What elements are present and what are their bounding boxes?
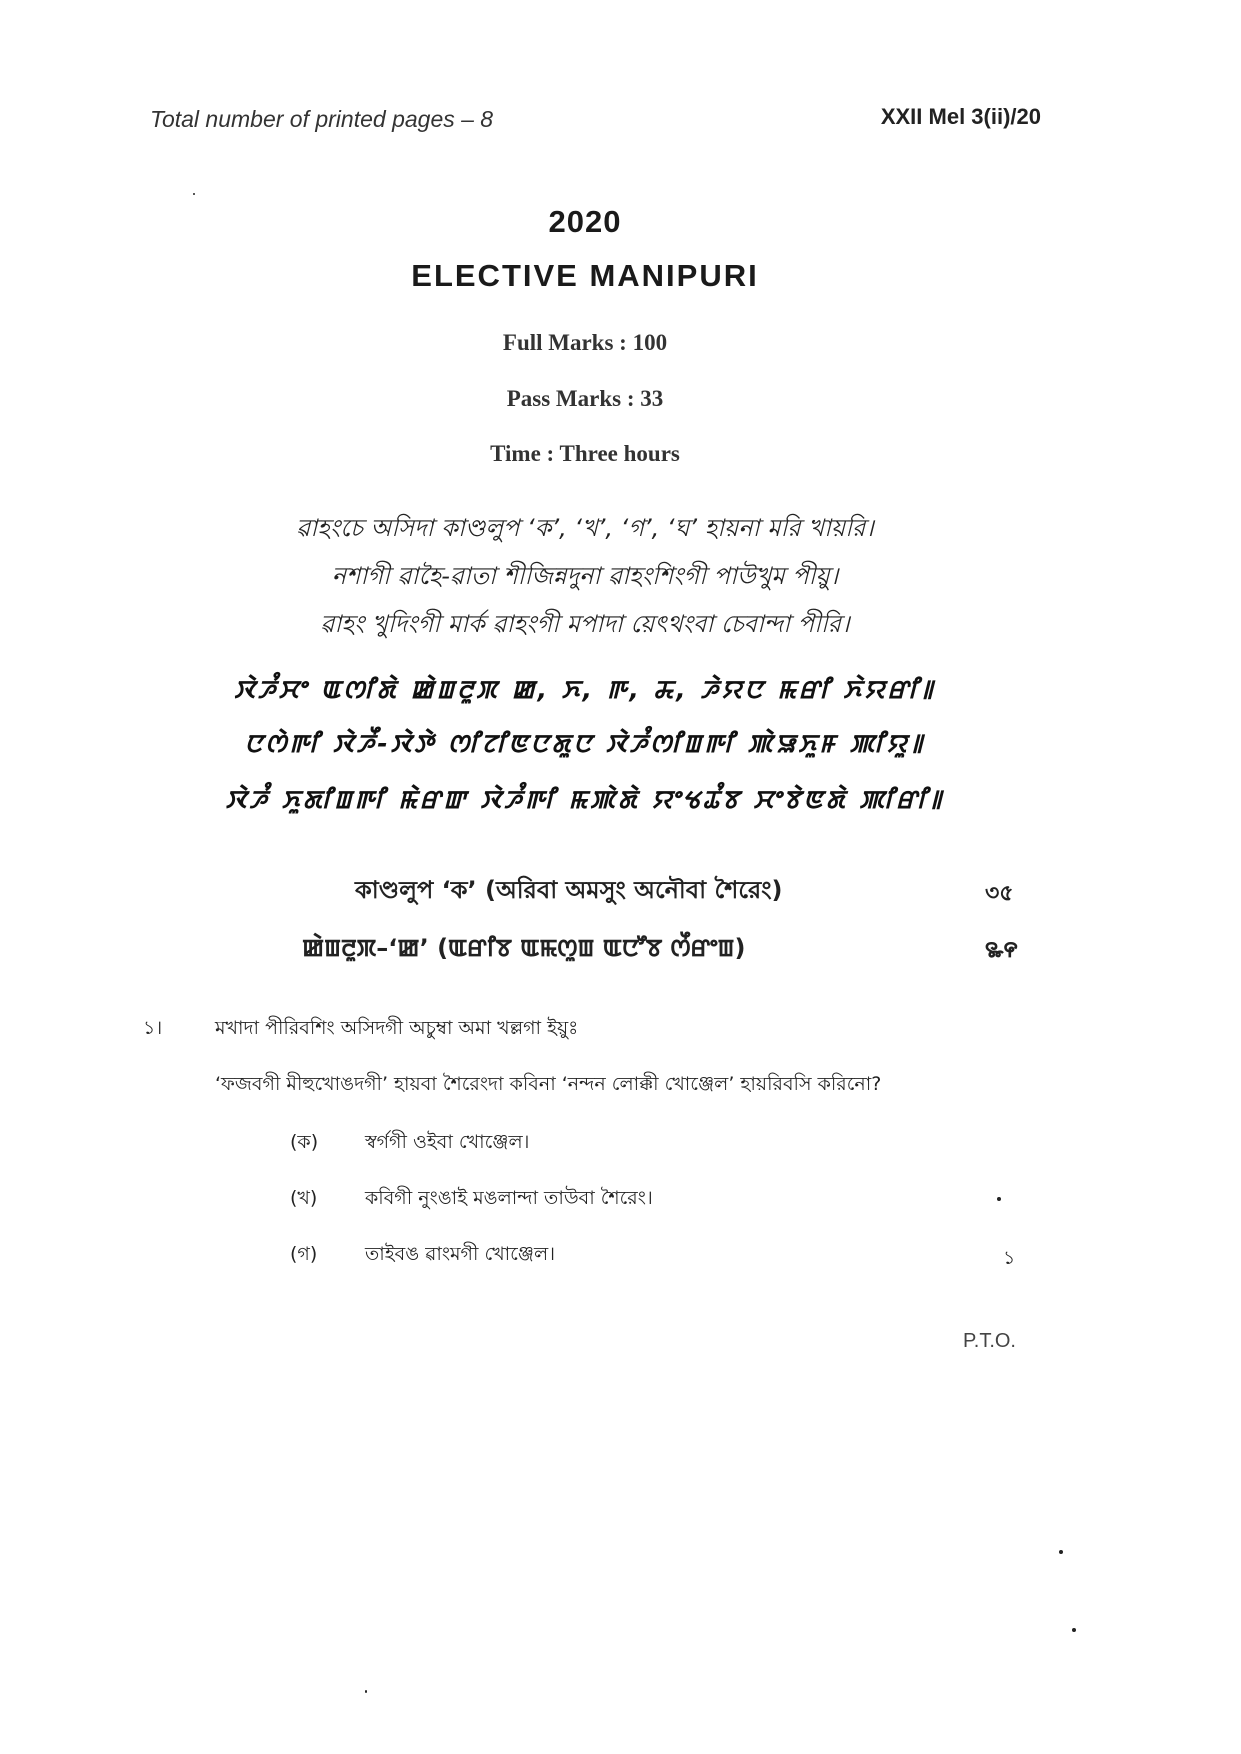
instruction-line: ৱাহং খুদিংগী মার্ক ৱাহংগী মপাদা য়েৎথংবা চেবান্দা পীরি।: [320, 610, 850, 638]
question-prompt: ‘ফজবগী মীহুখোঙদগী’ হায়বা শৈরেংদা কবিনা ‘নন্দন লোক্কী খোঞ্জেল’ হায়রিবসি করিনো?: [215, 1073, 882, 1095]
instruction-line-meitei: ꯅꯁꯥꯒꯤ ꯋꯥꯍꯩ-ꯋꯥꯇꯥ ꯁꯤꯖꯤꯟꯅꯗꯨꯅ ꯋꯥꯍꯪꯁꯤꯡꯒꯤ ꯄꯥꯎꯈꯨꯝ ꯄꯤꯌꯨ꯫: [244, 729, 926, 758]
section-a-marks: ৩৫: [985, 881, 1014, 906]
instruction-line: নশাগী ৱাহৈ-ৱাতা শীজিন্নদুনা ৱাহংশিংগী পাউখুম পীয়ু।: [331, 562, 839, 590]
pass-marks: Pass Marks : 33: [506, 386, 664, 411]
instruction-line-meitei: ꯋꯥꯍꯪ ꯈꯨꯗꯤꯡꯒꯤ ꯃꯥꯔꯛ ꯋꯥꯍꯪꯒꯤ ꯃꯄꯥꯗꯥ ꯌꯦꯠꯊꯪꯕ ꯆꯦꯕꯥꯟꯗꯥ ꯄꯤꯔꯤ꯫: [225, 785, 945, 814]
scan-speck: [1059, 1550, 1063, 1554]
option-text: কবিগী নুংঙাই মঙলান্দা তাউবা শৈরেং।: [365, 1187, 653, 1209]
section-a-heading-meitei: ꯀꯥꯡꯂꯨꯞ–‘ꯀ’ (ꯑꯔꯤꯕ ꯑꯃꯁꯨꯡ ꯑꯅꯧꯕ ꯁꯩꯔꯦꯡ): [302, 934, 746, 962]
option-text: স্বর্গগী ওইবা খোঞ্জেল।: [365, 1131, 530, 1153]
subject-title: ELECTIVE MANIPURI: [411, 258, 759, 293]
time-allowed: Time : Three hours: [490, 441, 680, 466]
scan-speck: [193, 193, 195, 195]
option-label: (খ): [290, 1187, 318, 1209]
option-label: (ক): [290, 1131, 319, 1153]
paper-code: XXII Mel 3(ii)/20: [880, 104, 1041, 129]
scan-speck: [365, 1690, 367, 1693]
option-label: (গ): [290, 1243, 318, 1265]
section-a-marks-meitei: ꯳꯵: [985, 938, 1018, 963]
full-marks: Full Marks : 100: [502, 330, 668, 355]
question-intro: মখাদা পীরিবশিং অসিদগী অচুম্বা অমা খল্লগা ইয়ুঃ: [215, 1017, 579, 1039]
question-marks: ১: [1003, 1247, 1016, 1269]
scan-speck: [997, 1197, 1001, 1201]
option-text: তাইবঙ ৱাংমগী খোঞ্জেল।: [365, 1243, 555, 1265]
instruction-line-meitei: ꯋꯥꯍꯪꯆꯦ ꯑꯁꯤꯗꯥ ꯀꯥꯡꯂꯨꯞ ꯀ, ꯈ, ꯒ, ꯘ, ꯍꯥꯌꯅ ꯃꯔꯤ ꯈꯥꯌꯔꯤ꯫: [234, 675, 936, 704]
section-a-heading: কাণ্ডলুপ ‘ক’ (অরিবা অমসুং অনৌবা শৈরেং): [355, 876, 783, 904]
instruction-line: ৱাহংচে অসিদা কাণ্ডলুপ ‘ক’, ‘খ’, ‘গ’, ‘ঘ’ হায়না মরি খায়রি।: [296, 514, 874, 542]
exam-year: 2020: [548, 204, 622, 239]
scan-speck: [1072, 1628, 1076, 1632]
question-number: ১।: [143, 1017, 163, 1039]
printed-pages-note: Total number of printed pages – 8: [150, 106, 494, 132]
please-turn-over: P.T.O.: [963, 1330, 1016, 1352]
